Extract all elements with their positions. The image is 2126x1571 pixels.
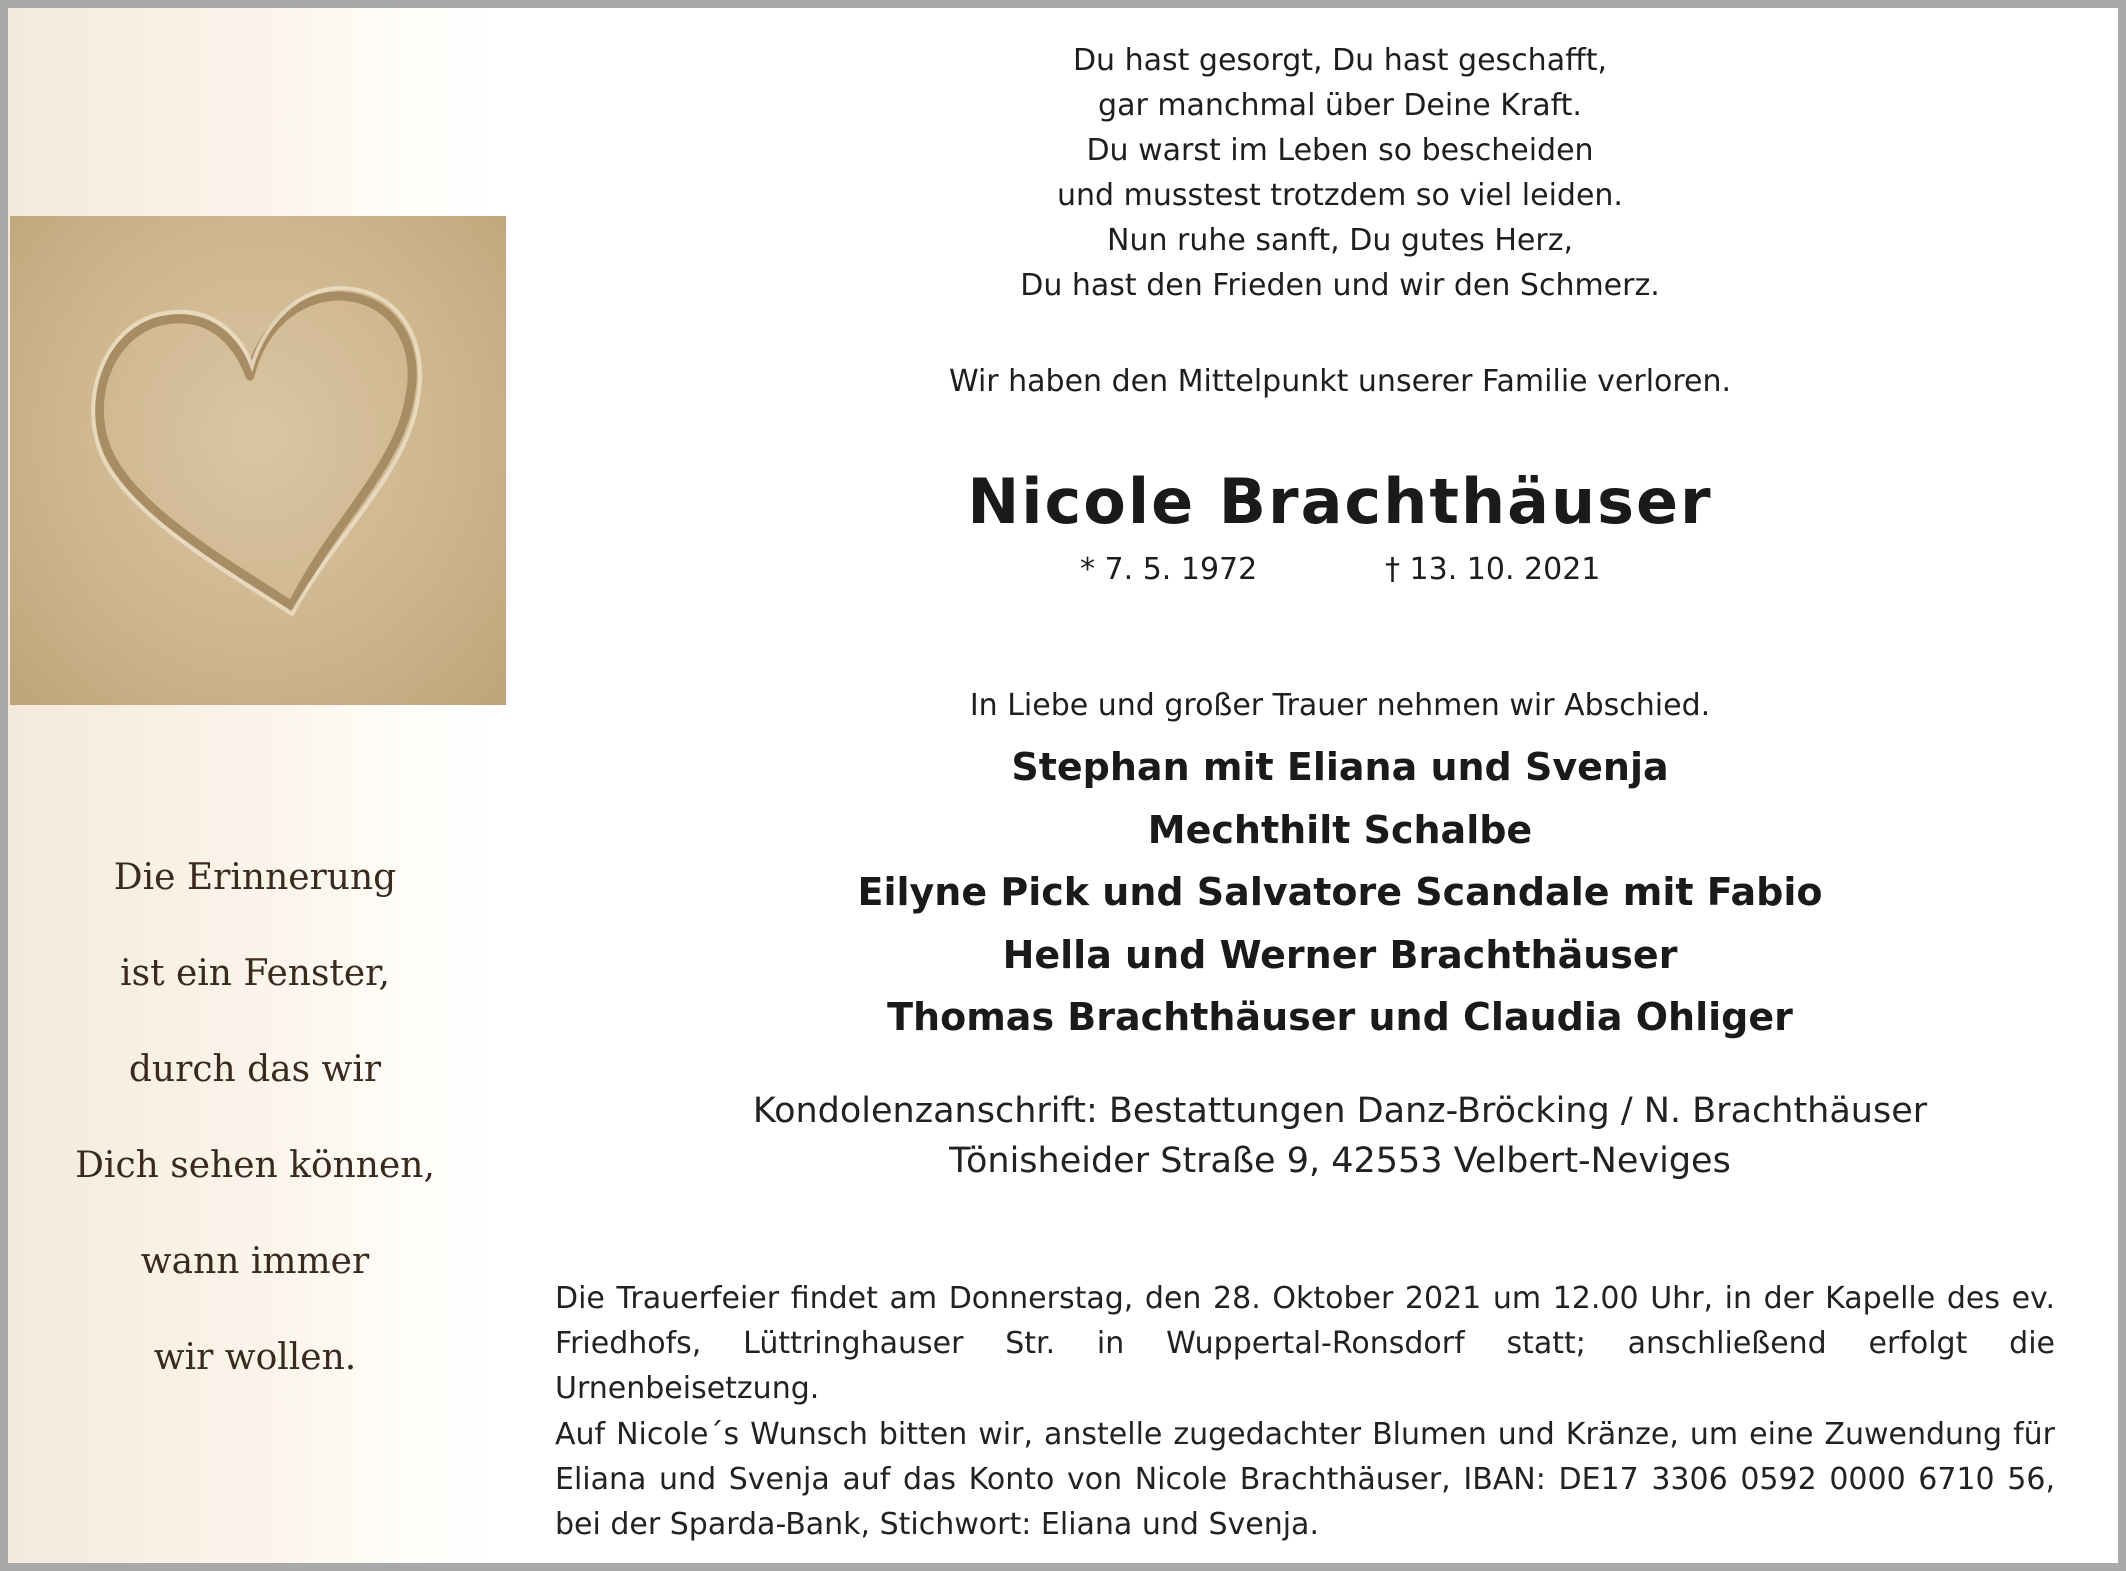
intro-text: Wir haben den Mittelpunkt unserer Familie verloren.: [948, 364, 1732, 399]
mourners-list: [540, 736, 2126, 1049]
poem-line: Du hast den Frieden und wir den Schmerz.: [1020, 268, 1660, 303]
mourner: Eilyne Pick und Salvatore Scandale mit Fabio: [857, 870, 1823, 914]
poem-line: Du hast gesorgt, Du hast geschafft,: [1072, 43, 1608, 78]
deceased-name: Nicole Brachthäuser: [967, 465, 1713, 538]
side-verse-line: ist ein Fenster,: [120, 953, 390, 994]
condolence-line: Tönisheider Straße 9, 42553 Velbert-Neviges: [949, 1141, 1731, 1181]
poem-line: und musstest trotzdem so viel leiden.: [1057, 178, 1623, 213]
side-verse-line: Die Erinnerung: [113, 857, 397, 898]
side-verse-line: wann immer: [140, 1241, 370, 1282]
birth-date: * 7. 5. 1972: [1080, 552, 1258, 587]
side-verse-line: Dich sehen können,: [75, 1145, 435, 1186]
side-verse: [60, 830, 450, 1406]
condolence-line: Kondolenzanschrift: Bestattungen Danz-Bröcking / N. Brachthäuser: [752, 1091, 1928, 1131]
sand-heart-image: [10, 216, 506, 705]
heart-icon: [10, 216, 506, 705]
farewell-text: In Liebe und großer Trauer nehmen wir Abschied.: [969, 688, 1711, 723]
donation-notice: Auf Nicole´s Wunsch bitten wir, anstelle zugedachter Blumen und Kränze, um eine Zuwendung für Eliana und Svenja auf das Konto von Nicole Brachthäuser, IBAN: DE17 3306 0592 0000 6710 56, bei der Sparda-Bank, Stichwort: Eliana und Svenja.: [555, 1417, 2055, 1542]
mourner: Thomas Brachthäuser und Claudia Ohliger: [887, 995, 1793, 1039]
mourner: Mechthilt Schalbe: [1147, 807, 1533, 852]
side-verse-line: durch das wir: [128, 1049, 382, 1090]
condolence-address: [540, 1086, 2126, 1186]
poem-line: gar manchmal über Deine Kraft.: [1098, 88, 1582, 123]
poem-line: Du warst im Leben so bescheiden: [1086, 133, 1594, 168]
poem-line: Nun ruhe sanft, Du gutes Herz,: [1107, 223, 1573, 258]
death-date: † 13. 10. 2021: [1385, 552, 1601, 587]
mourner: Hella und Werner Brachthäuser: [1002, 932, 1678, 977]
mourner: Stephan mit Eliana und Svenja: [1011, 745, 1669, 789]
poem: [540, 38, 2126, 308]
side-verse-line: wir wollen.: [153, 1337, 357, 1378]
funeral-notice: Die Trauerfeier findet am Donnerstag, den 28. Oktober 2021 um 12.00 Uhr, in der Kapelle des ev. Friedhofs, Lüttringhauser Str. in Wuppertal-Ronsdorf statt; anschließend erfolgt die Urnenbeisetzung.: [555, 1281, 2055, 1406]
